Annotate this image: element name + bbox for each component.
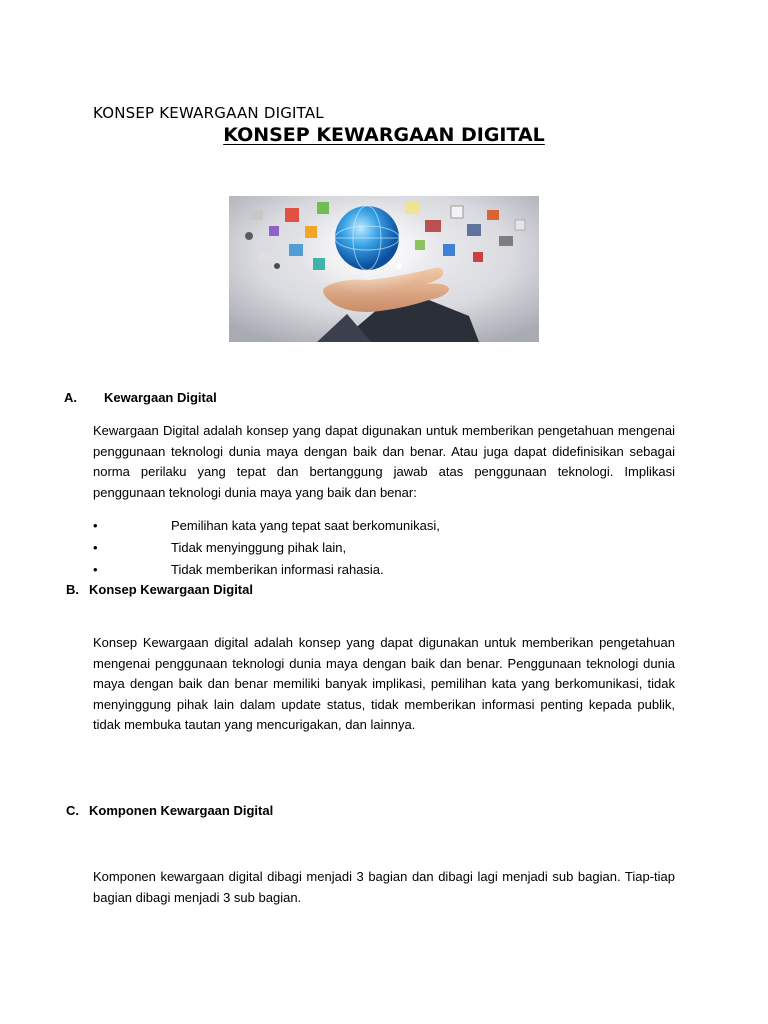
section-b-heading [66,582,253,597]
section-b-paragraph: Konsep Kewargaan digital adalah konsep yang dapat digunakan untuk memberikan pengetahuan mengenai penggunaan teknologi dunia maya dengan baik dan benar. Penggunaan teknologi dunia maya dengan baik dan benar memiliki banyak implikasi, pemilihan kata yang berkomunikasi, tidak menyinggung pihak lain dalam update status, tidak memberikan informasi penting kepada publik, tidak membuka tautan yang mencurigakan, dan lainnya. [93,635,675,732]
bullet-icon: • [93,562,98,577]
list-item-text: Tidak memberikan informasi rahasia. [171,562,384,577]
section-c-heading [66,803,273,818]
section-c-paragraph: Komponen kewargaan digital dibagi menjadi 3 bagian dan dibagi lagi menjadi sub bagian. Tiap-tiap bagian dibagi menjadi 3 sub bagian. [93,869,675,905]
page-title: KONSEP KEWARGAAN DIGITAL [223,124,545,146]
section-a-heading [64,390,217,405]
bullet-icon: • [93,540,98,555]
list-item-text: Pemilihan kata yang tepat saat berkomunikasi, [171,518,440,533]
section-b-letter: B. [66,582,79,597]
digital-globe-hand-illustration [229,196,539,342]
section-c-title: Komponen Kewargaan Digital [89,803,274,818]
section-b-title: Konsep Kewargaan Digital [89,582,253,597]
section-c-letter: C. [66,803,79,818]
section-a-paragraph: Kewargaan Digital adalah konsep yang dapat digunakan untuk memberikan pengetahuan mengenai penggunaan teknologi dunia maya dengan baik dan benar. Atau juga dapat didefinisikan sebagai norma perilaku yang tepat dan bertanggung jawab atas penggunaan teknologi. Implikasi penggunaan teknologi dunia maya yang baik dan benar: [93,423,675,500]
header-title: KONSEP KEWARGAAN DIGITAL [93,104,324,122]
list-item-text: Tidak menyinggung pihak lain, [171,540,347,555]
bullet-icon: • [93,518,98,533]
hero-image [229,196,539,342]
section-a-title: Kewargaan Digital [104,390,217,405]
section-a-letter: A. [64,390,77,405]
